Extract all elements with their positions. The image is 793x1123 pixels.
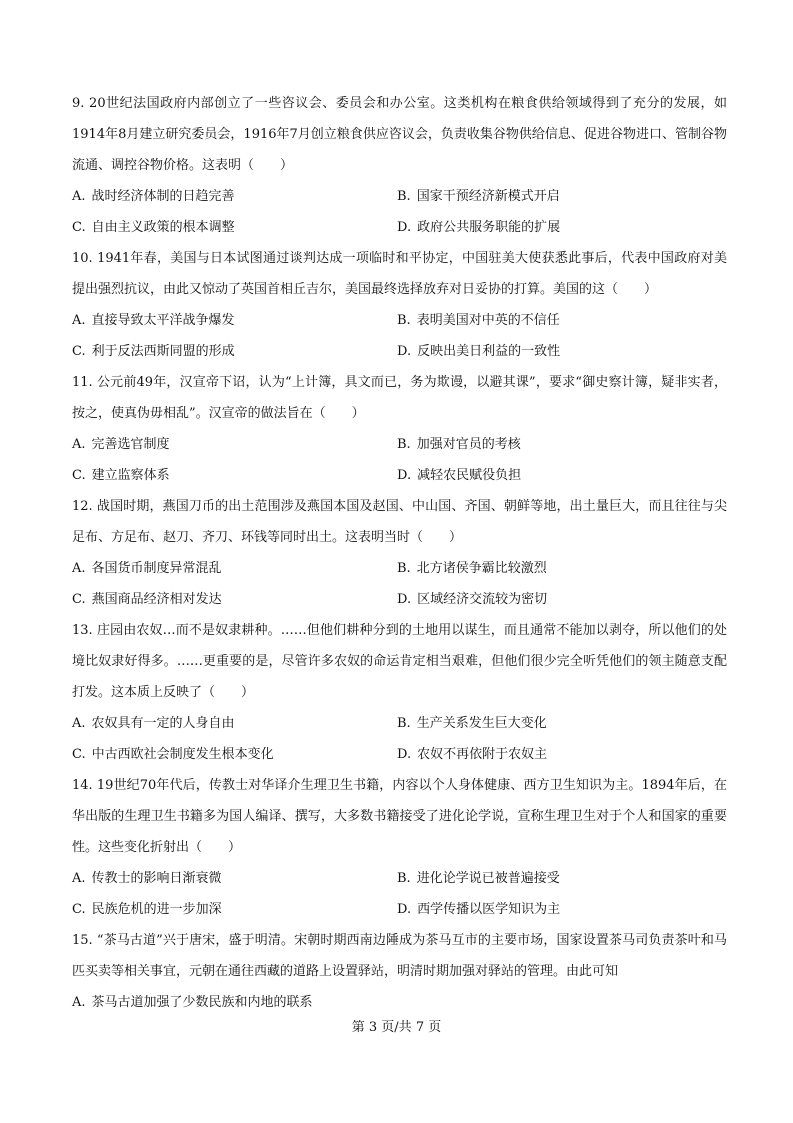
question-11 bbox=[72, 367, 727, 491]
option-row bbox=[72, 584, 727, 615]
question-stem: 13. 庄园由农奴…而不是奴隶耕种。……但他们耕种分到的土地用以谋生，而且通常不能加以剥夺，所以他们的处境比奴隶好得多。……更重要的是，尽管许多农奴的命运肯定相当艰难，但他们很少完全听凭他们的领主随意支配打发。这本质上反映了（ ） bbox=[72, 623, 727, 700]
option-c: C. 自由主义政策的根本调整 bbox=[72, 220, 235, 235]
page-footer: 第 3 页/共 7 页 bbox=[351, 1020, 442, 1035]
option-c: C. 利于反法西斯同盟的形成 bbox=[72, 344, 235, 359]
question-12 bbox=[72, 491, 727, 615]
option-c: C. 燕国商品经济相对发达 bbox=[72, 592, 222, 607]
option-row bbox=[72, 739, 727, 770]
option-a: A. 传教士的影响日渐衰微 bbox=[72, 871, 222, 886]
option-b: B. 加强对官员的考核 bbox=[397, 437, 521, 452]
question-stem: 14. 19世纪70年代后，传教士对华译介生理卫生书籍，内容以个人身体健康、西方卫生知识为主。1894年后，在华出版的生理卫生书籍多为国人编译、撰写，大多数书籍接受了进化论学说，宣称生理卫生对于个人和国家的重要性。这些变化折射出（ ） bbox=[72, 778, 727, 855]
question-13 bbox=[72, 615, 727, 770]
option-b: B. 生产关系发生巨大变化 bbox=[397, 716, 547, 731]
option-row bbox=[72, 212, 727, 243]
option-d: D. 西学传播以医学知识为主 bbox=[397, 902, 561, 917]
option-a: A. 直接导致太平洋战争爆发 bbox=[72, 313, 235, 328]
option-row bbox=[72, 553, 727, 584]
option-row bbox=[72, 708, 727, 739]
option-c: C. 民族危机的进一步加深 bbox=[72, 902, 222, 917]
option-b: B. 表明美国对中英的不信任 bbox=[397, 313, 560, 328]
option-d: D. 区域经济交流较为密切 bbox=[397, 592, 548, 607]
option-row bbox=[72, 429, 727, 460]
question-stem: 9. 20世纪法国政府内部创立了一些咨议会、委员会和办公室。这类机构在粮食供给领域得到了充分的发展，如1914年8月建立研究委员会，1916年7月创立粮食供应咨议会，负责收集谷物供给信息、促进谷物进口、管制谷物流通、调控谷物价格。这表明（ ） bbox=[72, 96, 727, 173]
question-15 bbox=[72, 925, 727, 1018]
option-b: B. 进化论学说已被普遍接受 bbox=[397, 871, 560, 886]
option-b: B. 北方诸侯争霸比较激烈 bbox=[397, 561, 547, 576]
option-d: D. 减轻农民赋役负担 bbox=[397, 468, 522, 483]
option-row bbox=[72, 894, 727, 925]
option-d: D. 政府公共服务职能的扩展 bbox=[397, 220, 561, 235]
option-row bbox=[72, 305, 727, 336]
question-9 bbox=[72, 88, 727, 243]
exam-page bbox=[72, 88, 727, 1018]
option-row bbox=[72, 181, 727, 212]
question-14 bbox=[72, 770, 727, 925]
option-a: A. 完善选官制度 bbox=[72, 437, 170, 452]
option-row bbox=[72, 336, 727, 367]
option-row bbox=[72, 460, 727, 491]
option-d: D. 反映出美日利益的一致性 bbox=[397, 344, 561, 359]
option-d: D. 农奴不再依附于农奴主 bbox=[397, 747, 548, 762]
option-a: A. 各国货币制度异常混乱 bbox=[72, 561, 222, 576]
question-stem: 10. 1941年春，美国与日本试图通过谈判达成一项临时和平协定，中国驻美大使获悉此事后，代表中国政府对美提出强烈抗议，由此又惊动了英国首相丘吉尔，美国最终选择放弃对日妥协的打算。美国的这（ ） bbox=[72, 251, 727, 297]
option-row bbox=[72, 987, 727, 1018]
option-c: C. 中古西欧社会制度发生根本变化 bbox=[72, 747, 274, 762]
option-c: C. 建立监察体系 bbox=[72, 468, 170, 483]
question-stem: 15. “茶马古道”兴于唐宋，盛于明清。宋朝时期西南边陲成为茶马互市的主要市场，国家设置茶马司负责茶叶和马匹买卖等相关事宜，元朝在通往西藏的道路上设置驿站，明清时期加强对驿站的管理。由此可知 bbox=[72, 933, 727, 979]
option-a: A. 战时经济体制的日趋完善 bbox=[72, 189, 235, 204]
question-stem: 11. 公元前49年，汉宣帝下诏，认为“上计簿，具文而已，务为欺谩，以避其课”，要求“御史察计簿，疑非实者，按之，使真伪毋相乱”。汉宣帝的做法旨在（ ） bbox=[72, 375, 727, 421]
option-a: A. 农奴具有一定的人身自由 bbox=[72, 716, 235, 731]
question-stem: 12. 战国时期，燕国刀币的出土范围涉及燕国本国及赵国、中山国、齐国、朝鲜等地，出土量巨大，而且往往与尖足布、方足布、赵刀、齐刀、环钱等同时出土。这表明当时（ ） bbox=[72, 499, 727, 545]
question-10 bbox=[72, 243, 727, 367]
option-b: B. 国家干预经济新模式开启 bbox=[397, 189, 560, 204]
option-a: A. 茶马古道加强了少数民族和内地的联系 bbox=[72, 995, 313, 1010]
option-row bbox=[72, 863, 727, 894]
